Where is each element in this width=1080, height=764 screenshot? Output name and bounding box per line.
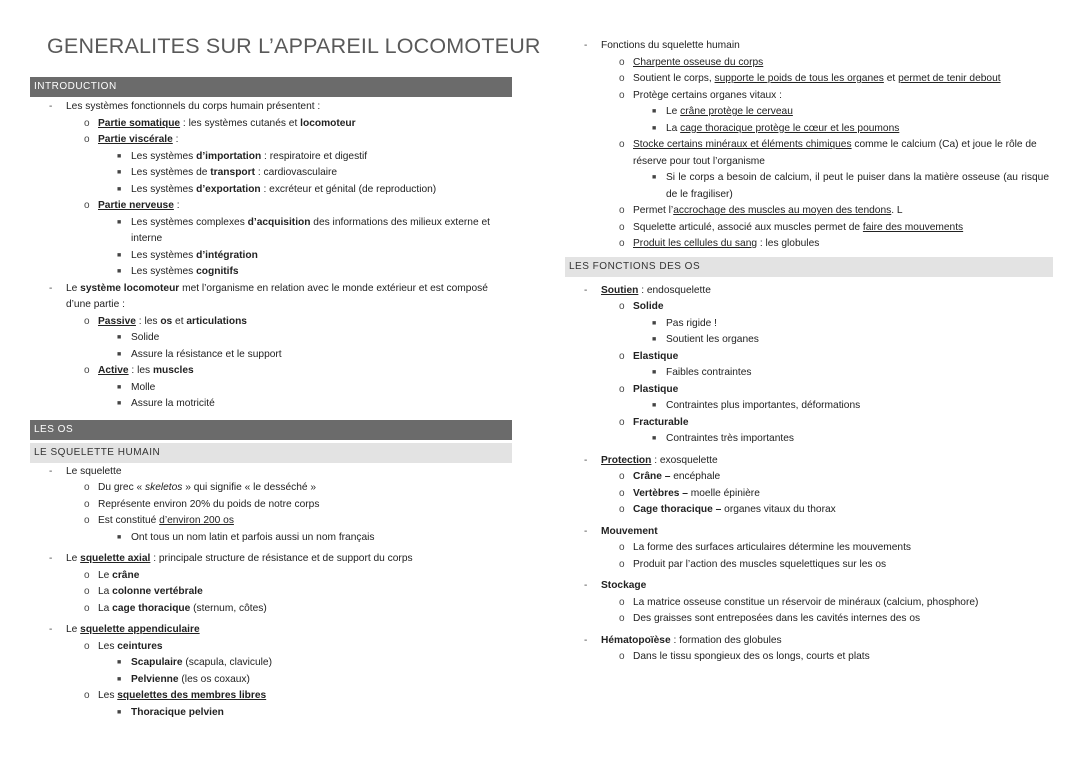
list-item (565, 469, 1053, 486)
circle-bullet-icon: o (619, 383, 625, 395)
text-run: : respiratoire et digestif (261, 150, 368, 162)
list-item (30, 480, 512, 497)
text-run: Stockage (601, 580, 647, 591)
document-title: GENERALITES SUR L’APPAREIL LOCOMOTEUR (47, 34, 541, 58)
text-run: » qui signifie « le desséché » (182, 482, 317, 493)
square-bullet-icon: ■ (652, 369, 657, 376)
list-item (30, 568, 512, 585)
circle-bullet-icon: o (84, 640, 90, 652)
text-run: Elastique (633, 350, 679, 362)
text-run: Fracturable (633, 416, 689, 428)
text-run: comme le calcium (Ca) et joue le rôle de réserve pour tout l’organisme (633, 139, 1037, 167)
text-run: Pas rigide ! (666, 317, 717, 329)
text-run: crâne (112, 569, 140, 581)
text-run: La matrice osseuse constitue un réservoir de minéraux (calcium, phosphore) (633, 596, 979, 608)
text-run: Le (66, 624, 81, 635)
text-run: Charpente osseuse du corps (633, 56, 764, 68)
list-item (30, 464, 512, 481)
text-run: Le (98, 569, 113, 581)
text-run: : les globules (757, 238, 820, 249)
list-item (565, 332, 1053, 349)
list-item (565, 71, 1053, 88)
dash-bullet-icon: - (49, 553, 53, 564)
list-item (30, 688, 512, 705)
text-run: Scapulaire (131, 657, 183, 668)
text-run: Contraintes très importantes (666, 433, 794, 444)
text-run: Les systèmes de (131, 167, 211, 178)
list-item (565, 453, 1053, 470)
text-run: : cardiovasculaire (255, 167, 338, 178)
text-run: moelle épinière (687, 487, 760, 499)
list-item (565, 203, 1053, 220)
circle-bullet-icon: o (619, 416, 625, 428)
square-bullet-icon: ■ (652, 124, 657, 132)
text-run: Protège certains organes vitaux : (633, 89, 782, 101)
text-run: Les systèmes fonctionnels du corps humain présentent : (66, 101, 321, 112)
text-run: Mouvement (601, 525, 658, 537)
list-item (30, 672, 512, 689)
list-item (30, 264, 512, 281)
text-run: Assure la résistance et le support (131, 348, 282, 360)
list-item (30, 99, 512, 116)
circle-bullet-icon: o (84, 498, 90, 510)
text-run: os (160, 315, 173, 327)
circle-bullet-icon: o (619, 542, 625, 553)
circle-bullet-icon: o (84, 315, 90, 327)
square-bullet-icon: ■ (117, 708, 122, 716)
dash-bullet-icon: - (49, 101, 53, 112)
text-run: Solide (131, 332, 160, 343)
text-run: organes vitaux du thorax (721, 504, 836, 515)
list-item (565, 88, 1053, 105)
text-run: système locomoteur (80, 282, 180, 294)
list-item (565, 283, 1053, 300)
circle-bullet-icon: o (619, 504, 625, 515)
list-item (565, 611, 1053, 628)
list-item (565, 137, 1053, 170)
list-item (30, 601, 512, 618)
spacer (30, 413, 512, 420)
text-run: Est constitué (98, 515, 160, 526)
text-run: Partie somatique (98, 117, 181, 129)
circle-bullet-icon: o (619, 350, 625, 362)
text-run: Les (98, 690, 118, 701)
text-run: Soutient les organes (666, 334, 759, 345)
list-item (30, 347, 512, 364)
text-run: Les (98, 640, 118, 652)
text-run: Partie nerveuse (98, 200, 174, 211)
list-item (30, 116, 512, 133)
list-item (565, 578, 1053, 595)
text-run: : les (128, 365, 153, 376)
section-heading: LE SQUELETTE HUMAIN (30, 443, 512, 463)
list-item (30, 396, 512, 413)
circle-bullet-icon: o (84, 365, 90, 376)
square-bullet-icon: ■ (652, 435, 657, 442)
text-run: Stocke certains minéraux et éléments chimiques (633, 139, 852, 150)
dash-bullet-icon: - (584, 284, 588, 296)
text-run: Les systèmes (131, 266, 197, 277)
list-item (30, 622, 512, 639)
list-item (30, 513, 512, 530)
list-item (565, 502, 1053, 519)
text-run: Crâne – (633, 471, 674, 482)
text-run: squelette axial (80, 553, 151, 564)
text-run: Des graisses sont entreposées dans les cavités internes des os (633, 613, 921, 624)
text-run: crâne protège le cerveau (680, 106, 793, 117)
circle-bullet-icon: o (84, 515, 90, 526)
text-run: et (172, 315, 187, 327)
text-run: Protection (601, 454, 652, 466)
list-item (565, 595, 1053, 612)
text-run: (scapula, clavicule) (182, 657, 272, 668)
text-run: d’environ 200 os (159, 515, 234, 526)
text-run: : principale structure de résistance et de support du corps (150, 553, 413, 564)
list-item (565, 220, 1053, 237)
circle-bullet-icon: o (84, 134, 90, 145)
text-run: cognitifs (196, 266, 239, 277)
square-bullet-icon: ■ (117, 152, 122, 160)
dash-bullet-icon: - (49, 624, 53, 635)
list-item (30, 182, 512, 199)
text-run: Les systèmes (131, 183, 197, 195)
text-run: Les systèmes complexes (131, 216, 248, 228)
section-heading: INTRODUCTION (30, 77, 512, 97)
text-run: Soutient le corps, (633, 73, 715, 84)
text-run: Les systèmes (131, 249, 197, 261)
list-item (565, 349, 1053, 366)
list-item (30, 149, 512, 166)
square-bullet-icon: ■ (117, 268, 122, 275)
list-item (30, 198, 512, 215)
square-bullet-icon: ■ (117, 533, 122, 541)
dash-bullet-icon: - (49, 465, 53, 477)
text-run: Les systèmes (131, 150, 197, 162)
circle-bullet-icon: o (84, 482, 90, 493)
list-item (30, 165, 512, 182)
text-run: Permet l’ (633, 205, 674, 216)
circle-bullet-icon: o (84, 602, 90, 614)
text-run: Active (98, 365, 129, 376)
text-run: met l’organisme en relation avec le monde extérieur et est composé d’une partie : (66, 282, 488, 310)
text-run: (les os coxaux) (178, 673, 250, 685)
text-run: locomoteur (300, 117, 356, 129)
list-item (565, 382, 1053, 399)
text-run: Si le corps a besoin de calcium, il peut le puiser dans la matière osseuse (au risque de le fragiliser) (666, 172, 1049, 200)
list-item (565, 365, 1053, 382)
circle-bullet-icon: o (84, 569, 90, 581)
list-item (30, 639, 512, 656)
text-run: permet de tenir debout (898, 73, 1001, 84)
list-item (565, 415, 1053, 432)
square-bullet-icon: ■ (117, 334, 122, 341)
square-bullet-icon: ■ (117, 675, 122, 683)
list-item (30, 248, 512, 265)
square-bullet-icon: ■ (117, 659, 122, 666)
square-bullet-icon: ■ (117, 400, 122, 407)
circle-bullet-icon: o (619, 301, 625, 312)
square-bullet-icon: ■ (117, 185, 122, 193)
circle-bullet-icon: o (619, 139, 625, 150)
text-run: : formation des globules (670, 634, 782, 646)
list-item (30, 132, 512, 149)
text-run: Molle (131, 381, 156, 393)
text-run: faire des mouvements (862, 221, 964, 233)
text-run: Faibles contraintes (666, 367, 752, 378)
circle-bullet-icon: o (84, 117, 90, 129)
text-run: Fonctions du squelette humain (601, 40, 740, 51)
list-item (30, 281, 512, 314)
text-run: Produit les cellules du sang (633, 238, 758, 249)
list-item (565, 236, 1053, 253)
text-run: supporte le poids de tous les organes (714, 73, 884, 84)
text-run: La forme des surfaces articulaires détermine les mouvements (633, 542, 912, 553)
text-run: : exosquelette (651, 454, 718, 466)
text-run: Ont tous un nom latin et parfois aussi un nom français (131, 531, 375, 543)
text-run: Soutien (601, 284, 639, 296)
list-item (565, 398, 1053, 415)
text-run: : endosquelette (638, 284, 711, 296)
circle-bullet-icon: o (619, 471, 625, 482)
circle-bullet-icon: o (619, 558, 625, 570)
text-run: Produit par l’action des muscles squelettiques sur les os (633, 558, 887, 570)
circle-bullet-icon: o (84, 200, 90, 211)
circle-bullet-icon: o (619, 221, 625, 233)
list-item (565, 316, 1053, 333)
text-run: d’importation (196, 150, 262, 162)
text-run: Contraintes plus importantes, déformations (666, 400, 861, 411)
text-run: encéphale (673, 471, 721, 482)
square-bullet-icon: ■ (117, 383, 122, 391)
dash-bullet-icon: - (584, 580, 588, 591)
text-run: colonne vertébrale (112, 586, 203, 597)
list-item (30, 655, 512, 672)
text-run: cage thoracique (112, 602, 191, 614)
square-bullet-icon: ■ (117, 350, 122, 358)
list-item (30, 584, 512, 601)
list-item (30, 705, 512, 722)
list-item (565, 557, 1053, 574)
circle-bullet-icon: o (619, 651, 625, 662)
circle-bullet-icon: o (84, 586, 90, 597)
list-item (565, 121, 1053, 138)
text-run: (sternum, côtes) (190, 602, 267, 614)
text-run: Pelvienne (131, 673, 179, 685)
square-bullet-icon: ■ (652, 336, 657, 343)
dash-bullet-icon: - (584, 454, 588, 466)
dash-bullet-icon: - (49, 282, 53, 294)
list-item (565, 299, 1053, 316)
list-item (30, 551, 512, 568)
list-item (565, 486, 1053, 503)
square-bullet-icon: ■ (117, 169, 122, 176)
text-run: . L (891, 205, 903, 216)
square-bullet-icon: ■ (117, 251, 122, 259)
dash-bullet-icon: - (584, 525, 588, 537)
text-run: d’intégration (196, 249, 258, 261)
text-run: des informations des milieux externe et interne (131, 216, 490, 244)
text-run: transport (210, 167, 255, 178)
list-item (30, 497, 512, 514)
list-item (565, 540, 1053, 557)
list-item (30, 363, 512, 380)
text-run: : les systèmes cutanés et (180, 117, 301, 129)
text-run: Hématopoïèse (601, 634, 671, 646)
text-run: Vertèbres – (633, 487, 688, 499)
text-run: skeletos (145, 482, 183, 493)
text-run: Cage thoracique – (633, 504, 722, 515)
square-bullet-icon: ■ (652, 108, 657, 115)
circle-bullet-icon: o (619, 613, 625, 624)
circle-bullet-icon: o (619, 487, 625, 499)
text-run: squelettes des membres libres (117, 690, 267, 701)
text-run: Solide (633, 301, 664, 312)
square-bullet-icon: ■ (652, 174, 657, 181)
text-run: La (666, 122, 681, 134)
list-item (565, 104, 1053, 121)
list-item (565, 38, 1053, 55)
list-item (565, 649, 1053, 666)
text-run: Le (66, 282, 81, 294)
text-run: Thoracique pelvien (131, 706, 224, 718)
text-run: Plastique (633, 383, 679, 395)
text-run: Représente environ 20% du poids de notre corps (98, 498, 320, 510)
text-run: muscles (152, 365, 194, 376)
text-run: : (172, 134, 179, 145)
text-run: : (173, 200, 180, 211)
list-item (30, 215, 512, 248)
section-heading: LES OS (30, 420, 512, 440)
circle-bullet-icon: o (619, 205, 625, 216)
list-item (565, 524, 1053, 541)
circle-bullet-icon: o (619, 238, 625, 249)
dash-bullet-icon: - (584, 634, 588, 646)
list-item (30, 330, 512, 347)
section-heading: LES FONCTIONS DES OS (565, 257, 1053, 277)
text-run: : les (135, 315, 161, 327)
text-run: Du grec « (98, 482, 145, 493)
text-run: Partie viscérale (98, 134, 173, 145)
circle-bullet-icon: o (619, 56, 625, 68)
text-run: squelette appendiculaire (80, 624, 200, 635)
list-item (565, 55, 1053, 72)
square-bullet-icon: ■ (652, 319, 657, 327)
circle-bullet-icon: o (619, 89, 625, 101)
text-run: La (98, 586, 113, 597)
text-run: ceintures (117, 640, 163, 652)
list-item (565, 431, 1053, 448)
text-run: accrochage des muscles au moyen des tendons (673, 205, 892, 216)
text-run: Le squelette (66, 465, 122, 477)
text-run: Le (666, 106, 681, 117)
text-run: Dans le tissu spongieux des os longs, courts et plats (633, 651, 870, 662)
text-run: Squelette articulé, associé aux muscles permet de (633, 221, 863, 233)
square-bullet-icon: ■ (652, 402, 657, 409)
text-run: Passive (98, 315, 136, 327)
dash-bullet-icon: - (584, 40, 588, 51)
circle-bullet-icon: o (619, 73, 625, 84)
list-item (565, 170, 1053, 203)
list-item (30, 380, 512, 397)
list-item (565, 633, 1053, 650)
circle-bullet-icon: o (84, 690, 90, 701)
left-column (30, 77, 512, 721)
text-run: articulations (186, 315, 247, 327)
text-run: La (98, 602, 113, 614)
list-item (30, 314, 512, 331)
text-run: Le (66, 553, 81, 564)
text-run: : excréteur et génital (de reproduction) (260, 183, 437, 195)
square-bullet-icon: ■ (117, 218, 122, 226)
text-run: et (883, 73, 899, 84)
text-run: d’acquisition (247, 216, 311, 228)
list-item (30, 530, 512, 547)
text-run: d’exportation (196, 183, 261, 195)
circle-bullet-icon: o (619, 596, 625, 608)
text-run: cage thoracique protège le cœur et les poumons (680, 122, 900, 134)
text-run: Assure la motricité (131, 398, 215, 409)
right-column (565, 38, 1053, 666)
